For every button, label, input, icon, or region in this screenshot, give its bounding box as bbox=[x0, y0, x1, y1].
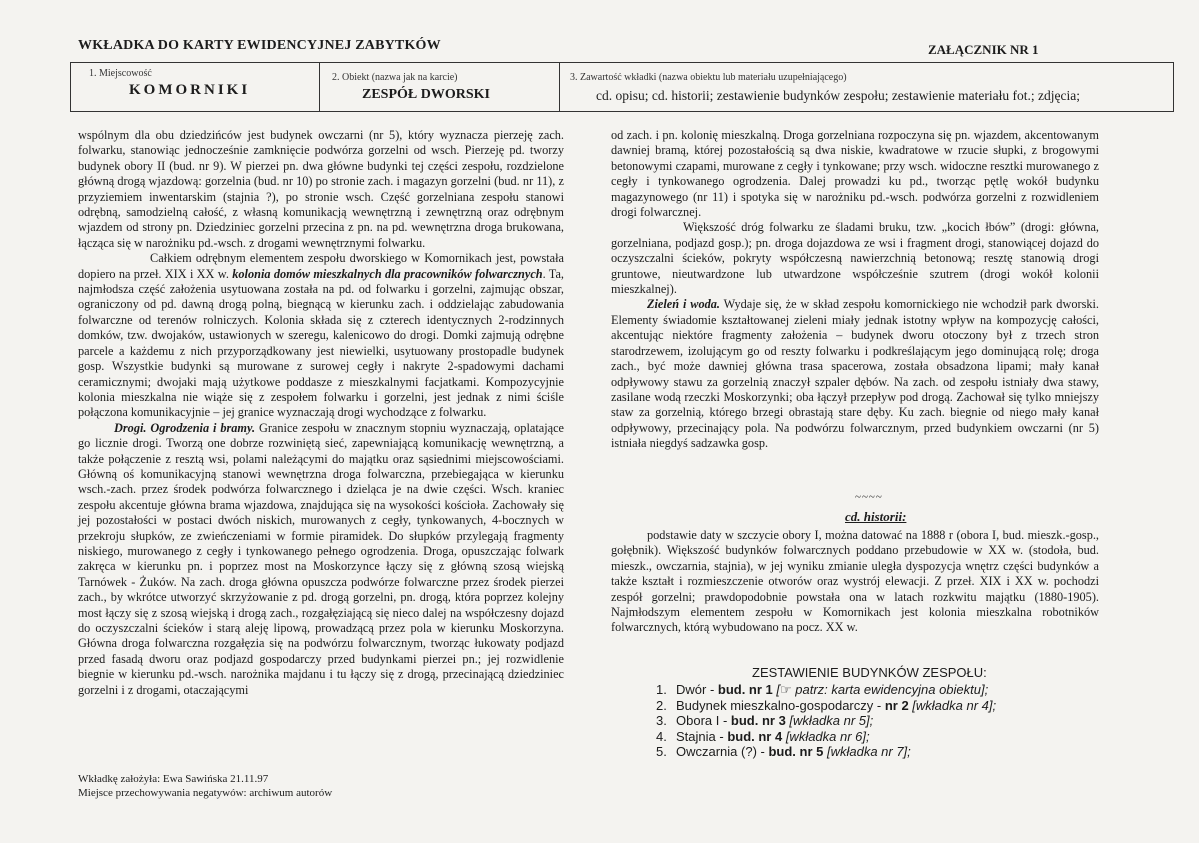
history-paragraph: podstawie daty w szczycie obory I, można datować na 1888 r (obora I, bud. mieszk.-gosp., gołębnik). Większość budynków folwarcznych poddano przebudowie w XX w. (stodoła, bud. mieszk., owczarnia, stajnia), w jej wyniku zmianie uległa dyspozycja wnętrz części budynków a także kształt i rozmieszczenie otworów oraz wystrój elewacji. Z przeł. XIX i XX w. pochodzi zespół gorzelni; prawdopodobnie powstała ona w latach rozkwitu majątku (1880-1905). Najmłodszym elementem zespołu w Komornikach jest kolonia mieszkalna robotników folwarcznych, którą wybudowano na pocz. XX w. bbox=[611, 528, 1099, 635]
left-paragraph-2 bbox=[78, 251, 564, 420]
attachment-number: ZAŁĄCZNIK NR 1 bbox=[928, 42, 1039, 57]
list-item bbox=[656, 713, 996, 729]
list-item-bud: bud. nr 5 bbox=[768, 744, 824, 759]
list-item-number: 2. bbox=[656, 697, 667, 713]
left-paragraph-1: wspólnym dla obu dziedzińców jest budynek owczarni (nr 5), który wyznacza pierzeję zach. folwarku, stanowiąc jednocześnie zamknięcie podwórza gorzelni od wsch. Pierzeję pd. tworzy budynek obory II (bud. nr 9). W pierzei pn. dwa główne budynki tej części zespołu, rozdzielone główną drogą wjazdową: gorzelnia (bud. nr 10) po stronie zach. i magazyn gorzelni (bud. nr 11), z przyziemiem inwentarskim (stajnia ?), po stronie wsch. Część gorzelniana zespołu stanowi odrębną, samodzielną całość, z własną komunikacją wewnętrzną i zewnętrzną oraz odrębnym wjazdem od strony pn. Dziedziniec gorzelni przecina z pn. na pd. wewnętrzna droga brukowana, łącząca się w narożniku pd.-wsch. z drogami wewnętrznymi folwarku. bbox=[78, 128, 564, 250]
location-label: 1. Miejscowość bbox=[89, 68, 152, 79]
left-p2-rest: . Ta, najmłodsza część założenia usytuowana została na pd. od folwarku i gorzelni, zajmując obszar, ograniczony od pd. dawną drogą polną, biegnącą w kierunku zach. i oddzielając zabudowania folwarczne od terenów rolniczych. Kolonia składa się z czterech identycznych 2-rodzinnych domków, tzw. dwojaków, ustawionych w szeregu, kalenicowo do drogi. Domki zajmują odrębne parcele a każdemu z nich przyporządkowany jest niewielki, usytuowany prostopadle budynek gosp. Wszystkie budynki są murowane z surowej cegły i nakryte 2-spadowymi dachami ceramicznymi; dwojaki mają użytkowe poddasze z mieszkalnymi facjatkami. Kompozycyjnie kolonia mieszkalna nie wiąże się z zespołem folwarku i gorzelni, jest jednak z nimi ściśle połączona komunikacyjnie – jej granice wyznaczają drogi wychodzące z folwarku. bbox=[78, 266, 564, 420]
location-cell bbox=[71, 63, 319, 111]
contents-label: 3. Zawartość wkładki (nazwa obiektu lub materiału uzupełniającego) bbox=[570, 72, 847, 83]
list-item-ref: [wkładka nr 7]; bbox=[823, 744, 911, 759]
left-p2-start: Całkiem odrębnym elementem zespołu dworskiego w Komornikach jest, powstała dopiero na przeł. XIX i XX w. bbox=[78, 251, 564, 281]
list-item-bud: bud. nr 3 bbox=[730, 713, 786, 728]
list-item-bud: bud. nr 4 bbox=[727, 728, 783, 744]
list-item-bud: nr 2 bbox=[884, 697, 909, 713]
buildings-list bbox=[656, 682, 996, 760]
right-paragraph-2: Większość dróg folwarku ze śladami bruku, tzw. „kocich łbów” (drogi: główna, gorzelniana, podjazd gosp.); pn. droga dojazdowa ze wsi i fragment drogi, stanowiącej dojazd do oczyszczalni ścieków, pokryty współczesną nawierzchnią betonową; resztę stanowią drogi gruntowe, nieutwardzone lub utwardzone współcześnie szutrem (drogi wokół kolonii mieszkalnej). bbox=[611, 220, 1099, 297]
header-fields bbox=[70, 62, 1174, 112]
list-item-ref: [wkładka nr 5]; bbox=[785, 713, 874, 728]
list-item-ref: [wkładka nr 4]; bbox=[908, 697, 997, 713]
object-value: ZESPÓŁ DWORSKI bbox=[362, 87, 490, 102]
list-item-number: 1. bbox=[656, 682, 667, 697]
contents-cell bbox=[559, 63, 1173, 111]
section-ornament: ~~~~ bbox=[855, 491, 883, 503]
left-paragraph-3 bbox=[78, 421, 564, 698]
list-item-number: 4. bbox=[656, 728, 667, 744]
list-item bbox=[656, 744, 996, 760]
document-title: WKŁADKA DO KARTY EWIDENCYJNEJ ZABYTKÓW bbox=[78, 38, 441, 53]
left-text-column bbox=[78, 128, 564, 698]
right-text-column bbox=[611, 128, 1099, 452]
list-item bbox=[656, 698, 996, 714]
right-paragraph-1: od zach. i pn. kolonię mieszkalną. Droga gorzelniana rozpoczyna się pn. wjazdem, akcentowanym dawniej bramą, której pozostałością są dwa niskie, kwadratowe w rzucie słupki, z brogowymi betonowymi czapami, murowane z cegły i tynkowane; przy wsch. widoczne resztki murowanego z cegły i tynkowanego ogrodzenia. Dalej prowadzi ku pd., tworząc pętlę wokół budynku magazynowego (nr 11) i spotyka się w narożniku pd.-wsch. podwórza gorzelni z rozwidleniem drogi folwarcznej. bbox=[611, 128, 1099, 220]
list-item bbox=[656, 729, 996, 745]
location-value: KOMORNIKI bbox=[129, 82, 251, 98]
right-paragraph-3 bbox=[611, 297, 1099, 451]
list-item-number: 5. bbox=[656, 744, 667, 759]
list-item-bud: bud. nr 1 bbox=[717, 682, 773, 697]
left-p3-rest: Granice zespołu w znacznym stopniu wyznaczają, oplatające go licznie drogi. Tworzą one dobrze rozwiniętą sieć, zapewniającą komunikację wewnętrzną, a także połączenie z resztą wsi, polami należącymi do majątku oraz sąsiednimi miejscowościami. Główną oś komunikacyjną stanowi wewnętrzna droga folwarczna, przebiegająca w kierunku wsch.-zach. przez środek podwórza folwarcznego i dzieląca je na dwie części. Wsch. kraniec zespołu akcentuje główna brama wjazdowa, znajdująca się na wysokości kościoła. Zachowały się jej pozostałości w postaci dwóch niskich, murowanych z cegły, tynkowanych, 4-bocznych w przekroju słupków, ze zwieńczeniami w formie piramidek. Do słupków przylegają fragmenty niskiego, murowanego z cegły i tynkowanego pełnego ogrodzenia. Droga, opuszczając folwark zakręca w kierunku pn. i poprzez most na Moskorzynce łączy się z główną szosą wiejską Tarnówek - Żuków. Na zach. droga główna opuszcza podwórze folwarczne przez środek pierzei zach., by wkrótce utworzyć skrzyżowanie z pd. drogą gorzelni, pn. drogą, która poprzez kolejny most łączy się z szosą wiejską i drogą zach., rozgałęziającą się nieco dalej na współczesny dojazd do oczyszczalni ścieków i starą aleję lipową, prowadzącą przez pola w kierunku Moskorzyna. Główna droga folwarczna rozgałęzia się na podwórzu folwarcznym, tworząc łukowaty podjazd przed fasadą dworu oraz podjazd gospodarczy przed budynkami pierzei pn.; jej rozwidlenie biegnie w kierunku pd.-wsch. narożnika majdanu i tu łączy się z drogą, przecinającą dziedziniec gorzelni i z drogami, otaczającymi bbox=[78, 420, 564, 697]
list-item-ref: [wkładka nr 6]; bbox=[782, 728, 870, 744]
list-item-name: Budynek mieszkalno-gospodarczy - bbox=[676, 697, 885, 713]
history-heading: cd. historii: bbox=[845, 509, 907, 524]
footer-notes bbox=[78, 772, 332, 800]
left-p3-bold: Drogi. Ogrodzenia i bramy. bbox=[114, 420, 256, 435]
object-cell bbox=[319, 63, 559, 111]
right-p3-bold: Zieleń i woda. bbox=[647, 297, 720, 312]
list-item-number: 3. bbox=[656, 713, 667, 728]
list-item-name: Stajnia - bbox=[676, 728, 728, 744]
created-by-note: Wkładkę założyła: Ewa Sawińska 21.11.97 bbox=[78, 773, 269, 785]
contents-value: cd. opisu; cd. historii; zestawienie budynków zespołu; zestawienie materiału fot.; zdjęcia; bbox=[596, 88, 1080, 103]
negatives-location-note: Miejsce przechowywania negatywów: archiwum autorów bbox=[78, 787, 333, 799]
list-item-name: Owczarnia (?) - bbox=[676, 744, 769, 759]
list-item bbox=[656, 682, 996, 698]
list-item-ref: [☞ patrz: karta ewidencyjna obiektu]; bbox=[772, 682, 989, 697]
list-item-name: Dwór - bbox=[676, 682, 718, 697]
left-p2-bold: kolonia domów mieszkalnych dla pracowników folwarcznych bbox=[232, 266, 543, 281]
list-item-name: Obora I - bbox=[676, 713, 731, 728]
right-p3-rest: Wydaje się, że w skład zespołu komornickiego nie wchodził park dworski. Elementy świadomie kształtowanej zieleni miały jednak istotny wpływ na kompozycję całości, akcentując niektóre fragmenty założenia – budynek dworu otoczony był z trzech stron starodrzewem, izolującym go od reszty folwarku i podkreślającym jego dominującą rolę; droga zach., być może dawniej główna trasa spacerowa, została obsadzona lipami; mały kanał odpływowy stawu za gorzelnią znaczył szpaler dębów. Na zach. od zespołu istniały dwa stawy, zasilane wodą rzeczki Moskorzynki; oba łączył przepływ pod drogą. Zachował się tylko mniejszy staw za gorzelnią, którego brzegi obrastają stare dęby. Ku zach. biegnie od niego mały kanał odpływowy, przecinający pola. Na podwórzu folwarcznym, przed budynkiem owczarni (nr 5) istniała niegdyś sadzawka gosp. bbox=[611, 297, 1099, 451]
object-label: 2. Obiekt (nazwa jak na karcie) bbox=[332, 72, 458, 83]
history-text-block bbox=[611, 528, 1099, 636]
buildings-list-title: ZESTAWIENIE BUDYNKÓW ZESPOŁU: bbox=[752, 665, 987, 680]
